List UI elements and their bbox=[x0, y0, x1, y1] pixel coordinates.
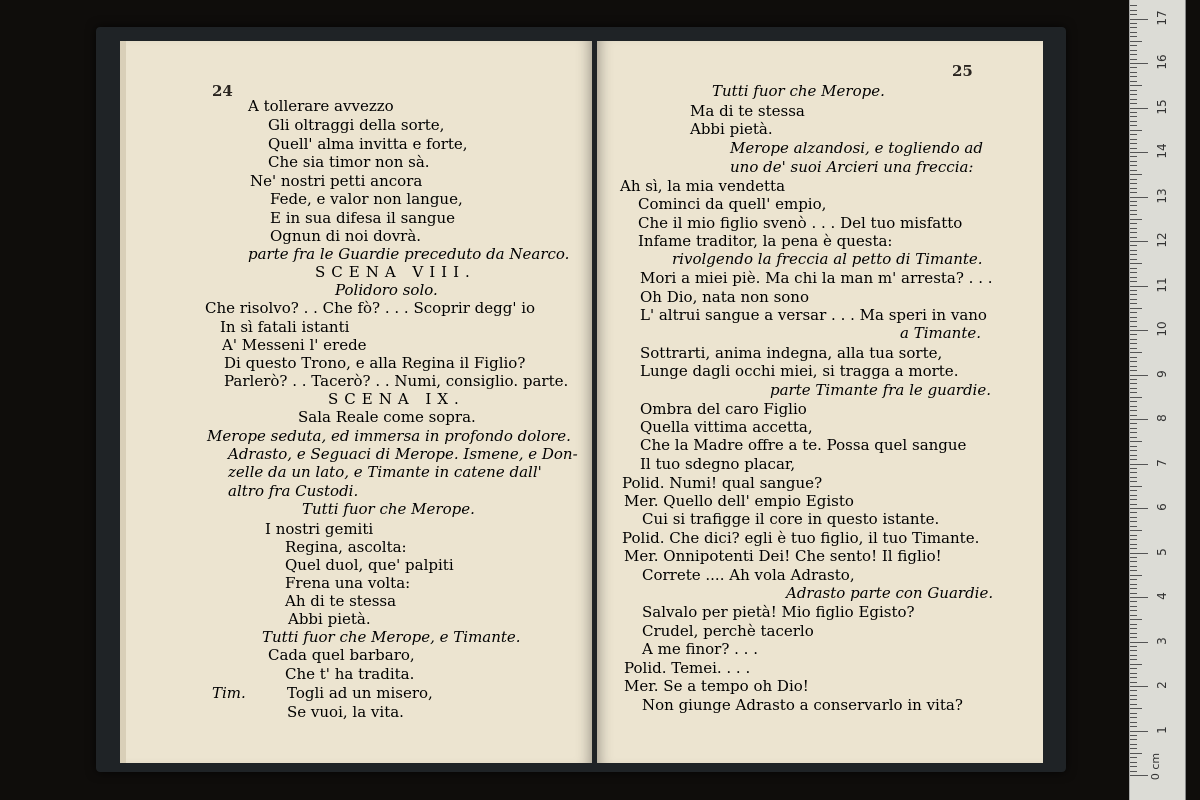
text-line: Polid. Numi! qual sangue? bbox=[622, 474, 823, 492]
ruler-tick bbox=[1130, 548, 1137, 549]
ruler-tick bbox=[1130, 361, 1137, 362]
text-line: Di questo Trono, e alla Regina il Figlio? bbox=[224, 354, 526, 372]
ruler-tick bbox=[1130, 659, 1137, 660]
ruler-tick bbox=[1130, 593, 1137, 594]
ruler-tick bbox=[1130, 103, 1137, 104]
text-line: parte Timante fra le guardie. bbox=[770, 381, 991, 399]
ruler-label: 6 bbox=[1155, 503, 1169, 511]
text-line: Polidoro solo. bbox=[335, 281, 438, 299]
ruler-tick bbox=[1130, 695, 1137, 696]
ruler-tick bbox=[1130, 579, 1137, 580]
ruler-tick bbox=[1130, 76, 1137, 77]
text-line: Ma di te stessa bbox=[690, 102, 805, 120]
ruler-tick bbox=[1130, 717, 1137, 718]
text-line: Cui si trafigge il core in questo istante. bbox=[642, 510, 940, 528]
text-line: Sala Reale come sopra. bbox=[298, 408, 476, 426]
ruler-tick bbox=[1130, 628, 1137, 629]
ruler-tick bbox=[1130, 263, 1142, 264]
ruler-tick bbox=[1130, 704, 1137, 705]
text-line: Quel duol, que' palpiti bbox=[285, 556, 454, 574]
ruler-tick bbox=[1130, 197, 1148, 198]
ruler-tick bbox=[1130, 570, 1137, 571]
ruler-tick bbox=[1130, 757, 1137, 758]
ruler-tick bbox=[1130, 664, 1142, 665]
ruler-label: 10 bbox=[1155, 321, 1169, 337]
ruler-tick bbox=[1130, 655, 1137, 656]
ruler-tick bbox=[1130, 94, 1137, 95]
ruler-tick bbox=[1130, 174, 1142, 175]
ruler-tick bbox=[1130, 36, 1137, 37]
ruler-tick bbox=[1130, 650, 1137, 651]
ruler-tick bbox=[1130, 326, 1137, 327]
ruler-tick bbox=[1130, 553, 1148, 554]
ruler-tick bbox=[1130, 472, 1137, 473]
ruler-tick bbox=[1130, 526, 1137, 527]
text-line: Polid. Temei. . . . bbox=[624, 659, 751, 677]
ruler-label: 17 bbox=[1155, 9, 1169, 26]
ruler-tick bbox=[1130, 170, 1137, 171]
ruler-tick bbox=[1130, 521, 1137, 522]
ruler-tick bbox=[1130, 303, 1137, 304]
text-line: Infame traditor, la pena è questa: bbox=[638, 232, 893, 250]
text-line: Ne' nostri petti ancora bbox=[250, 172, 423, 190]
text-line: Merope alzandosi, e togliendo ad bbox=[730, 139, 983, 157]
ruler-tick bbox=[1130, 423, 1137, 424]
right-page-number: 25 bbox=[952, 62, 973, 80]
ruler-label: 16 bbox=[1155, 54, 1169, 70]
ruler-tick bbox=[1130, 597, 1148, 598]
ruler-label: 12 bbox=[1155, 232, 1169, 248]
ruler-tick bbox=[1130, 419, 1148, 420]
ruler-tick bbox=[1130, 731, 1148, 732]
text-line: uno de' suoi Arcieri una freccia: bbox=[730, 158, 974, 176]
ruler-tick bbox=[1130, 254, 1137, 255]
ruler-tick bbox=[1130, 753, 1142, 754]
ruler-tick bbox=[1130, 406, 1137, 407]
text-line: Merope seduta, ed immersa in profondo dolore. bbox=[207, 427, 571, 445]
ruler-label: 14 bbox=[1155, 143, 1169, 159]
ruler-tick bbox=[1130, 699, 1137, 700]
ruler-tick bbox=[1130, 499, 1137, 500]
text-line: Tutti fuor che Merope. bbox=[712, 82, 885, 100]
text-line: In sì fatali istanti bbox=[220, 318, 350, 336]
ruler-tick bbox=[1130, 259, 1137, 260]
ruler-tick bbox=[1130, 535, 1137, 536]
ruler-tick bbox=[1130, 32, 1137, 33]
ruler-tick bbox=[1130, 375, 1148, 376]
ruler-tick bbox=[1130, 312, 1137, 313]
text-line: Abbi pietà. bbox=[288, 610, 371, 628]
ruler-tick bbox=[1130, 156, 1137, 157]
ruler-tick bbox=[1130, 112, 1137, 113]
ruler-tick bbox=[1130, 108, 1148, 109]
ruler-tick bbox=[1130, 504, 1137, 505]
ruler-tick bbox=[1130, 775, 1148, 776]
ruler-tick bbox=[1130, 566, 1137, 567]
text-line: Adrasto parte con Guardie. bbox=[786, 584, 994, 602]
ruler-tick bbox=[1130, 481, 1137, 482]
ruler-tick bbox=[1130, 343, 1137, 344]
ruler-label: 7 bbox=[1155, 458, 1169, 467]
ruler-tick bbox=[1130, 67, 1137, 68]
ruler-tick bbox=[1130, 223, 1137, 224]
ruler-tick bbox=[1130, 744, 1137, 745]
ruler-tick bbox=[1130, 19, 1148, 20]
ruler-tick bbox=[1130, 250, 1137, 251]
text-line: Correte .... Ah vola Adrasto, bbox=[642, 566, 855, 584]
ruler-tick bbox=[1130, 428, 1137, 429]
text-line: Ombra del caro Figlio bbox=[640, 400, 807, 418]
ruler-tick bbox=[1130, 63, 1148, 64]
ruler-tick bbox=[1130, 179, 1137, 180]
ruler-tick bbox=[1130, 27, 1137, 28]
text-line: Parlerò? . . Tacerò? . . Numi, consiglio. parte. bbox=[224, 372, 569, 390]
text-line: Frena una volta: bbox=[285, 574, 411, 592]
ruler-tick bbox=[1130, 348, 1137, 349]
ruler-tick bbox=[1130, 330, 1148, 331]
ruler-tick bbox=[1130, 606, 1137, 607]
text-line: Togli ad un misero, bbox=[287, 684, 433, 702]
ruler-tick bbox=[1130, 432, 1137, 433]
ruler-tick bbox=[1130, 232, 1137, 233]
ruler-tick bbox=[1130, 624, 1137, 625]
ruler-tick bbox=[1130, 214, 1137, 215]
ruler-tick bbox=[1130, 366, 1137, 367]
ruler-label: 1 bbox=[1155, 725, 1169, 734]
text-line: Adrasto, e Seguaci di Merope. Ismene, e Don- bbox=[228, 445, 578, 463]
text-line: Se vuoi, la vita. bbox=[287, 703, 404, 721]
ruler-tick bbox=[1130, 317, 1137, 318]
text-line: Cominci da quell' empio, bbox=[638, 195, 827, 213]
text-line: Non giunge Adrasto a conservarlo in vita? bbox=[642, 696, 963, 714]
text-line: Polid. Che dici? egli è tuo figlio, il tuo Timante. bbox=[622, 529, 980, 547]
ruler-tick bbox=[1130, 339, 1137, 340]
ruler-tick bbox=[1130, 459, 1137, 460]
ruler-tick bbox=[1130, 14, 1137, 15]
ruler-tick bbox=[1130, 379, 1137, 380]
ruler-tick bbox=[1130, 508, 1148, 509]
text-line: Salvalo per pietà! Mio figlio Egisto? bbox=[642, 603, 915, 621]
ruler-tick bbox=[1130, 281, 1137, 282]
ruler-tick bbox=[1130, 682, 1137, 683]
ruler-label: 15 bbox=[1155, 98, 1169, 115]
text-line: Che t' ha tradita. bbox=[285, 665, 415, 683]
ruler-label: 5 bbox=[1155, 547, 1169, 556]
ruler-tick bbox=[1130, 99, 1137, 100]
text-line: SCENA IX. bbox=[328, 390, 465, 408]
ruler-tick bbox=[1130, 152, 1148, 153]
ruler-tick bbox=[1130, 183, 1137, 184]
ruler-tick bbox=[1130, 739, 1137, 740]
ruler-tick bbox=[1130, 5, 1137, 6]
ruler-tick bbox=[1130, 228, 1137, 229]
ruler-tick bbox=[1130, 205, 1137, 206]
ruler-tick bbox=[1130, 735, 1137, 736]
text-line: rivolgendo la freccia al petto di Timante. bbox=[672, 250, 983, 268]
text-line: Cada quel barbaro, bbox=[268, 646, 415, 664]
ruler-tick bbox=[1130, 299, 1137, 300]
ruler-tick bbox=[1130, 237, 1137, 238]
text-line: Tim. bbox=[212, 684, 246, 702]
ruler-tick bbox=[1130, 268, 1137, 269]
ruler-label: 11 bbox=[1155, 276, 1169, 293]
ruler-tick bbox=[1130, 646, 1137, 647]
ruler-tick bbox=[1130, 245, 1137, 246]
text-line: Tutti fuor che Merope, e Timante. bbox=[262, 628, 521, 646]
text-line: Ah sì, la mia vendetta bbox=[620, 177, 786, 195]
ruler-tick bbox=[1130, 125, 1137, 126]
ruler-tick bbox=[1130, 201, 1137, 202]
ruler-tick bbox=[1130, 575, 1142, 576]
ruler-tick bbox=[1130, 584, 1137, 585]
ruler-tick bbox=[1130, 334, 1137, 335]
text-line: Sottrarti, anima indegna, alla tua sorte, bbox=[640, 344, 943, 362]
ruler-tick bbox=[1130, 601, 1137, 602]
ruler-tick bbox=[1130, 441, 1142, 442]
ruler-label: 8 bbox=[1155, 414, 1169, 422]
text-line: Il tuo sdegno placar, bbox=[640, 455, 796, 473]
ruler-tick bbox=[1130, 45, 1137, 46]
ruler-tick bbox=[1130, 713, 1137, 714]
text-line: Che risolvo? . . Che fò? . . . Scoprir degg' io bbox=[205, 299, 536, 317]
ruler-tick bbox=[1130, 495, 1137, 496]
text-line: Ognun di noi dovrà. bbox=[270, 227, 422, 245]
ruler-tick bbox=[1130, 615, 1137, 616]
text-line: Mer. Se a tempo oh Dio! bbox=[624, 677, 809, 695]
ruler-label: 13 bbox=[1155, 187, 1169, 204]
ruler-tick bbox=[1130, 50, 1137, 51]
ruler-tick bbox=[1130, 673, 1137, 674]
text-line: Ah di te stessa bbox=[285, 592, 397, 610]
ruler-tick bbox=[1130, 455, 1137, 456]
ruler-tick bbox=[1130, 23, 1137, 24]
ruler-tick bbox=[1130, 637, 1137, 638]
ruler-tick bbox=[1130, 277, 1137, 278]
ruler-tick bbox=[1130, 771, 1137, 772]
ruler-tick bbox=[1130, 748, 1137, 749]
ruler-tick bbox=[1130, 708, 1142, 709]
text-line: Abbi pietà. bbox=[690, 120, 773, 138]
ruler-tick bbox=[1130, 477, 1137, 478]
text-line: A tollerare avvezzo bbox=[248, 97, 394, 115]
ruler-label: 4 bbox=[1155, 592, 1169, 600]
ruler-tick bbox=[1130, 512, 1137, 513]
ruler-tick bbox=[1130, 401, 1137, 402]
ruler-tick bbox=[1130, 161, 1137, 162]
ruler-tick bbox=[1130, 450, 1137, 451]
ruler-tick bbox=[1130, 486, 1142, 487]
ruler-tick bbox=[1130, 41, 1142, 42]
text-line: A' Messeni l' erede bbox=[222, 336, 367, 354]
text-line: Regina, ascolta: bbox=[285, 538, 407, 556]
ruler-tick bbox=[1130, 192, 1137, 193]
text-line: Quell' alma invitta e forte, bbox=[268, 135, 468, 153]
ruler-tick bbox=[1130, 415, 1137, 416]
ruler-tick bbox=[1130, 90, 1137, 91]
text-line: Tutti fuor che Merope. bbox=[302, 500, 475, 518]
ruler-tick bbox=[1130, 286, 1148, 287]
ruler-tick bbox=[1130, 762, 1137, 763]
ruler-tick bbox=[1130, 686, 1148, 687]
ruler-tick bbox=[1130, 410, 1137, 411]
ruler-tick bbox=[1130, 610, 1137, 611]
ruler-tick bbox=[1130, 143, 1137, 144]
ruler-tick bbox=[1130, 116, 1137, 117]
ruler-tick bbox=[1130, 352, 1142, 353]
ruler-tick bbox=[1130, 437, 1137, 438]
ruler-tick bbox=[1130, 54, 1137, 55]
ruler-tick bbox=[1130, 726, 1137, 727]
text-line: Gli oltraggi della sorte, bbox=[268, 116, 445, 134]
ruler-tick bbox=[1130, 388, 1137, 389]
ruler-tick bbox=[1130, 148, 1137, 149]
ruler-label: 2 bbox=[1155, 681, 1169, 689]
ruler-tick bbox=[1130, 464, 1148, 465]
text-line: I nostri gemiti bbox=[265, 520, 374, 538]
text-line: Mer. Quello dell' empio Egisto bbox=[624, 492, 854, 510]
ruler-tick bbox=[1130, 72, 1137, 73]
ruler-tick bbox=[1130, 321, 1137, 322]
ruler-tick bbox=[1130, 241, 1148, 242]
ruler-tick bbox=[1130, 121, 1137, 122]
text-line: parte fra le Guardie preceduto da Nearco. bbox=[248, 245, 570, 263]
ruler-tick bbox=[1130, 383, 1137, 384]
ruler-tick bbox=[1130, 139, 1137, 140]
ruler-tick bbox=[1130, 490, 1137, 491]
ruler-tick bbox=[1130, 668, 1137, 669]
ruler-tick bbox=[1130, 397, 1142, 398]
ruler-tick bbox=[1130, 165, 1137, 166]
text-line: Mer. Onnipotenti Dei! Che sento! Il figlio! bbox=[624, 547, 942, 565]
ruler-tick bbox=[1130, 134, 1137, 135]
ruler-tick bbox=[1130, 557, 1137, 558]
ruler-tick bbox=[1130, 219, 1142, 220]
ruler-tick bbox=[1130, 446, 1137, 447]
ruler-tick bbox=[1130, 130, 1142, 131]
text-line: Oh Dio, nata non sono bbox=[640, 288, 809, 306]
ruler-tick bbox=[1130, 544, 1137, 545]
text-line: Fede, e valor non langue, bbox=[270, 190, 463, 208]
text-line: a Timante. bbox=[900, 324, 982, 342]
ruler-tick bbox=[1130, 272, 1137, 273]
measurement-ruler bbox=[1129, 0, 1186, 800]
text-line: Crudel, perchè tacerlo bbox=[642, 622, 814, 640]
ruler-tick bbox=[1130, 10, 1137, 11]
ruler-tick bbox=[1130, 690, 1137, 691]
ruler-tick bbox=[1130, 290, 1137, 291]
text-line: Quella vittima accetta, bbox=[640, 418, 813, 436]
ruler-tick bbox=[1130, 210, 1137, 211]
ruler-label: 3 bbox=[1155, 636, 1169, 645]
text-line: Che il mio figlio svenò . . . Del tuo misfatto bbox=[638, 214, 963, 232]
ruler-tick bbox=[1130, 633, 1137, 634]
text-line: Che sia timor non sà. bbox=[268, 153, 430, 171]
text-line: Lunge dagli occhi miei, si tragga a morte. bbox=[640, 362, 959, 380]
ruler-tick bbox=[1130, 59, 1137, 60]
text-line: A me finor? . . . bbox=[642, 640, 758, 658]
text-line: E in sua difesa il sangue bbox=[270, 209, 456, 227]
ruler-tick bbox=[1130, 766, 1137, 767]
text-line: L' altrui sangue a versar . . . Ma speri in vano bbox=[640, 306, 987, 324]
ruler-tick bbox=[1130, 642, 1148, 643]
text-line: altro fra Custodi. bbox=[228, 482, 359, 500]
left-page-number: 24 bbox=[212, 82, 233, 100]
ruler-tick bbox=[1130, 85, 1142, 86]
ruler-tick bbox=[1130, 308, 1142, 309]
ruler-tick bbox=[1130, 81, 1137, 82]
ruler-tick bbox=[1130, 539, 1137, 540]
ruler-label: 9 bbox=[1155, 369, 1169, 378]
ruler-tick bbox=[1130, 370, 1137, 371]
ruler-tick bbox=[1130, 188, 1137, 189]
ruler-tick bbox=[1130, 517, 1137, 518]
ruler-unit: 0 cm bbox=[1149, 752, 1163, 781]
ruler-tick bbox=[1130, 722, 1137, 723]
ruler-tick bbox=[1130, 392, 1137, 393]
text-line: zelle da un lato, e Timante in catene dall' bbox=[228, 463, 542, 481]
ruler-tick bbox=[1130, 468, 1137, 469]
text-line: Che la Madre offre a te. Possa quel sangue bbox=[640, 436, 967, 454]
ruler-tick bbox=[1130, 619, 1142, 620]
ruler-tick bbox=[1130, 561, 1137, 562]
ruler-tick bbox=[1130, 294, 1137, 295]
text-line: SCENA VIII. bbox=[315, 263, 476, 281]
ruler-tick bbox=[1130, 530, 1142, 531]
ruler-tick bbox=[1130, 588, 1137, 589]
ruler-tick bbox=[1130, 677, 1137, 678]
text-line: Mori a miei piè. Ma chi la man m' arresta? . . . bbox=[640, 269, 993, 287]
ruler-tick bbox=[1130, 357, 1137, 358]
